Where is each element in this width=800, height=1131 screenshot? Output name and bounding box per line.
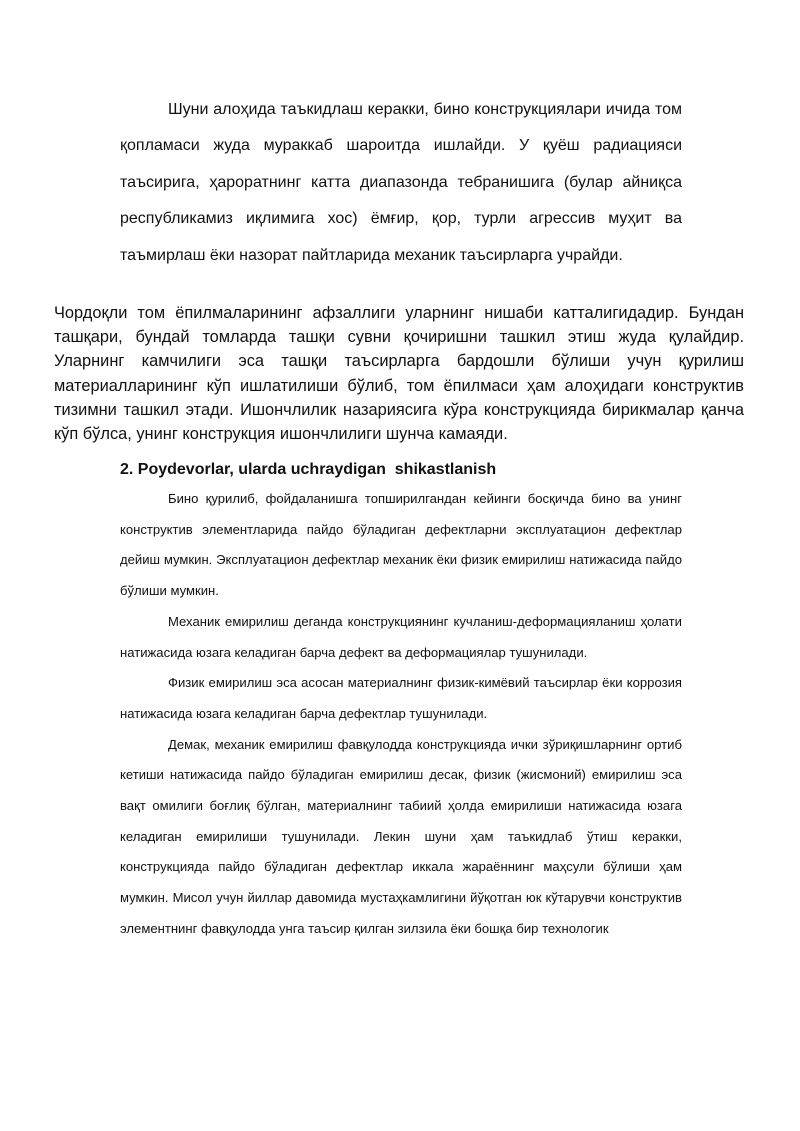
section-paragraph-3: Физик емирилиш эса асосан материалнинг физик-кимёвий таъсирлар ёки коррозия натижасида юзага келадиган барча дефектлар тушунилади.	[120, 675, 682, 721]
intro-paragraph: Шуни алоҳида таъкидлаш керакки, бино конструкциялари ичида том қопламаси жуда мураккаб шароитда ишлайди. У қуёш радиацияси таъсирига, ҳароратнинг катта диапазонда тебранишига (булар айниқса республикамиз иқлимига хос) ёмғир, қор, турли агрессив муҳит ва таъмирлаш ёки назорат пайтларида механик таъсирларга учрайди.	[120, 101, 682, 264]
section-paragraph-1: Бино қурилиб, фойдаланишга топширилгандан кейинги босқичда бино ва унинг конструктив элементларида пайдо бўладиган дефектларни эксплуатацион дефектлар дейиш мумкин. Эксплуатацион дефектлар механик ёки физик емирилиш натижасида пайдо бўлиши мумкин.	[120, 491, 682, 599]
flat-roof-paragraph: Чордоқли том ёпилмаларининг афзаллиги уларнинг нишаби катталигидадир. Бундан ташқари, бундай томларда ташқи сувни қочиришни ташкил этиш жуда қулайдир. Уларнинг камчилиги эса ташқи таъсирларга бардошли бўлиши учун қурилиш материалларининг кўп ишлатилиши бўлиб, том ёпилмаси ҳам алоҳидаги конструктив тизимни ташкил этади. Ишончлилик назариясига кўра конструкцияда бирикмалар қанча кўп бўлса, унинг конструкция ишончлилиги шунча камаяди.	[54, 304, 744, 444]
section-body	[120, 484, 682, 945]
section-heading: 2. Poydevorlar, ularda uchraydigan shikastlanish	[120, 461, 497, 478]
section-paragraph-4: Демак, механик емирилиш фавқулодда конструкцияда ички зўриқишларнинг ортиб кетиши натижасида пайдо бўладиган емирилиш десак, физик (жисмоний) емирилиш эса вақт омилиги боғлиқ бўлган, материалнинг табиий ҳолда емирилиши натижасида юзага келадиган емирилиши тушунилади. Лекин шуни ҳам таъкидлаб ўтиш керакки, конструкцияда пайдо бўладиган дефектлар иккала жараённинг маҳсули бўлиши ҳам мумкин. Мисол учун йиллар давомида мустаҳкамлигини йўқотган юк кўтарувчи конструктив элементнинг фавқулодда унга таъсир қилган зилзила ёки бошқа бир технологик	[120, 736, 682, 936]
section-paragraph-2: Механик емирилиш деганда конструкциянинг кучланиш-деформацияланиш ҳолати натижасида юзага келадиган барча дефект ва деформациялар тушунилади.	[120, 613, 682, 660]
